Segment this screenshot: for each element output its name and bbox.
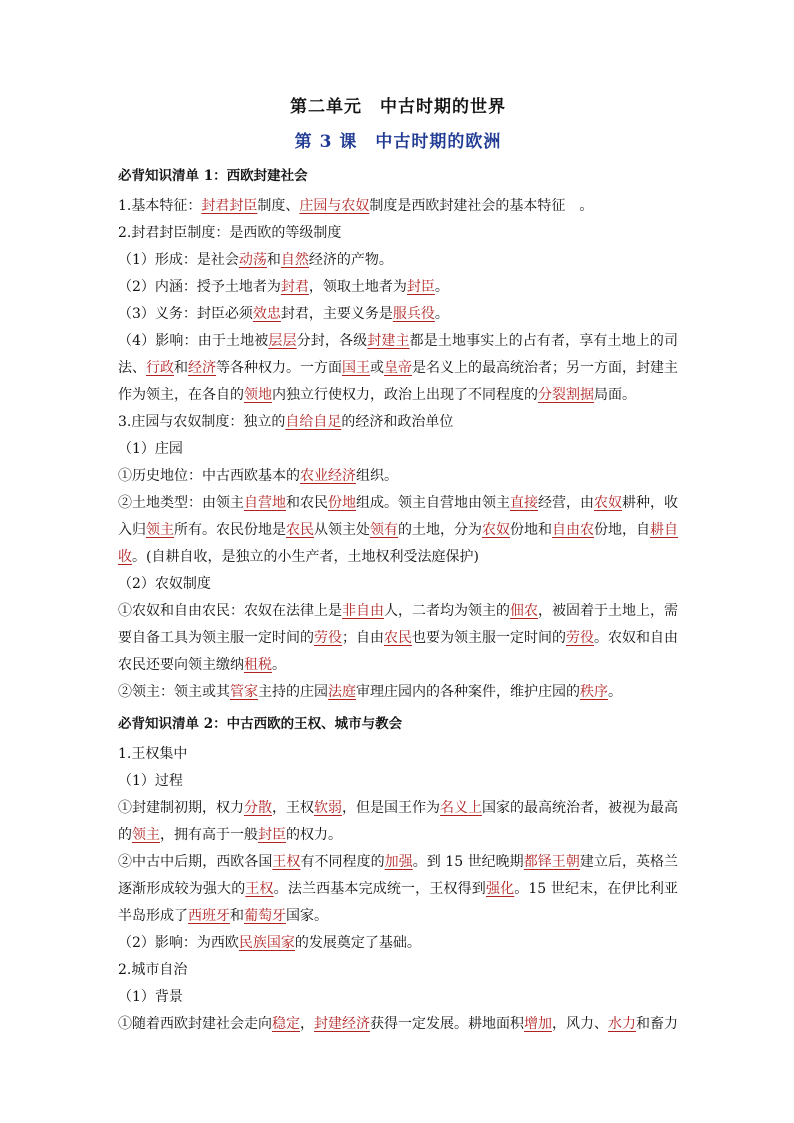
- text-segment: 国家。: [286, 908, 328, 924]
- key-term: 增加: [524, 1016, 552, 1032]
- text-segment: 1.王权集中: [118, 746, 188, 762]
- text-segment: 主持的庄园: [258, 684, 328, 700]
- key-term: 葡萄牙: [244, 908, 286, 924]
- text-segment: 。农奴和自由农民还要向领主缴纳: [118, 630, 678, 673]
- text-segment: 。法兰西基本完成统一，王权得到: [273, 881, 486, 897]
- paragraph: [118, 957, 678, 984]
- key-term: 强化: [485, 881, 515, 897]
- paragraph: [118, 463, 678, 490]
- key-term: 王权: [245, 881, 274, 897]
- key-term: 法庭: [328, 684, 356, 700]
- text-segment: ①封建制初期，权力: [118, 800, 244, 816]
- text-segment: 2.城市自治: [118, 962, 188, 978]
- key-term: 服兵役: [392, 306, 435, 322]
- key-term: 领主: [132, 827, 160, 843]
- text-segment: ，拥有高于一般: [160, 827, 258, 843]
- text-segment: 分封，各级: [296, 333, 368, 349]
- text-segment: 获得一定发展。耕地面积: [370, 1016, 524, 1032]
- text-segment: 制度、: [257, 198, 300, 214]
- text-segment: 组织。: [356, 468, 398, 484]
- key-term: 农民: [286, 522, 314, 538]
- key-term: 自由农: [552, 522, 594, 538]
- text-segment: 或: [370, 360, 384, 376]
- key-term: 封建经济: [314, 1016, 370, 1032]
- text-segment: 和: [174, 360, 188, 376]
- key-term: 农奴: [594, 495, 622, 511]
- text-segment: 经营，由: [538, 495, 594, 511]
- text-segment: 。到 15 世纪晚期: [412, 854, 524, 870]
- key-term: 西班牙: [188, 908, 230, 924]
- key-term: 领地: [244, 387, 272, 403]
- key-term: 分裂割据: [538, 387, 594, 403]
- text-segment: 所有。农民份地是: [174, 522, 286, 538]
- paragraph: [118, 436, 678, 463]
- text-segment: 内独立行使权力，政治上出现了不同程度的: [272, 387, 538, 403]
- text-segment: 。: [608, 684, 622, 700]
- text-segment: 。15 世纪末，在伊比利亚半岛形成了: [118, 881, 679, 924]
- key-term: 加强: [384, 854, 413, 870]
- text-segment: 的土地，分为: [398, 522, 482, 538]
- text-segment: （2）内涵：授予土地者为: [118, 279, 281, 295]
- text-segment: 。(自耕自收，是独立的小生产者，土地权利受法庭保护): [132, 549, 479, 565]
- key-term: 领有: [370, 522, 398, 538]
- text-segment: 也要为领主服一定时间的: [412, 630, 566, 646]
- text-segment: （3）义务：封臣必须: [118, 306, 253, 322]
- text-segment: ②领主：领主或其: [118, 684, 230, 700]
- key-term: 行政: [146, 360, 174, 376]
- key-term: 自给自足: [285, 414, 342, 430]
- text-segment: （4）影响：由于土地被: [118, 333, 269, 349]
- text-segment: （1）形成：是社会: [118, 252, 239, 268]
- text-segment: 建立后，英格兰逐渐形成较为强大的: [118, 854, 679, 897]
- key-term: 非自由: [342, 603, 384, 619]
- text-segment: ，风力、: [552, 1016, 608, 1032]
- key-term: 效忠: [252, 306, 281, 322]
- text-segment: 和: [230, 908, 244, 924]
- text-segment: ②中古中后期，西欧各国: [118, 854, 273, 870]
- text-segment: 的权力。: [286, 827, 342, 843]
- text-segment: ；自由: [342, 630, 384, 646]
- paragraph: [118, 571, 678, 598]
- text-segment: ，领取土地者为: [308, 279, 407, 295]
- text-segment: ①随着西欧封建社会走向: [118, 1016, 272, 1032]
- text-segment: 和农民: [286, 495, 328, 511]
- text-segment: 和畜力: [636, 1016, 678, 1032]
- key-term: 水力: [608, 1016, 636, 1032]
- key-term: 佃农: [510, 603, 538, 619]
- paragraph: [118, 795, 678, 849]
- section-heading: 必背知识清单 1：西欧封建社会: [118, 168, 308, 184]
- paragraph: [118, 679, 678, 706]
- paragraph: [118, 984, 678, 1011]
- text-segment: 有不同程度的: [300, 854, 385, 870]
- sections-container: [118, 164, 678, 1038]
- key-term: 份地: [328, 495, 356, 511]
- text-segment: 。: [272, 657, 286, 673]
- paragraph: [118, 409, 678, 436]
- key-term: 耕自收: [118, 522, 678, 565]
- text-segment: ，: [300, 1016, 314, 1032]
- key-term: 封臣: [258, 827, 286, 843]
- key-term: 民族国家: [238, 935, 295, 951]
- key-term: 分散: [244, 800, 272, 816]
- key-term: 层层: [268, 333, 297, 349]
- key-term: 封建主: [367, 333, 410, 349]
- document-content: [118, 92, 678, 1038]
- text-segment: 和: [266, 252, 281, 268]
- text-segment: ，但是国王作为: [342, 800, 440, 816]
- text-segment: ①历史地位：中古西欧基本的: [118, 468, 300, 484]
- key-term: 领主: [146, 522, 174, 538]
- paragraph: [118, 1011, 678, 1038]
- text-segment: 从领主处: [314, 522, 370, 538]
- paragraph: [118, 220, 678, 247]
- paragraph: [118, 490, 678, 571]
- key-term: 劳役: [314, 630, 342, 646]
- key-term: 封君封臣: [201, 198, 258, 214]
- paragraph: [118, 598, 678, 679]
- key-term: 农奴: [482, 522, 510, 538]
- key-term: 软弱: [314, 800, 342, 816]
- lesson-title: 第 3 课 中古时期的欧洲: [294, 132, 502, 152]
- key-term: 封君: [280, 279, 309, 295]
- key-term: 封臣: [406, 279, 435, 295]
- text-segment: （1）背景: [118, 989, 183, 1005]
- text-segment: 组成。领主自营地由领主: [356, 495, 510, 511]
- text-segment: 局面。: [594, 387, 636, 403]
- text-segment: ，王权: [272, 800, 314, 816]
- key-term: 自营地: [244, 495, 286, 511]
- key-term: 王权: [272, 854, 301, 870]
- paragraph: [118, 849, 678, 930]
- text-segment: 份地和: [510, 522, 552, 538]
- paragraph: [118, 193, 678, 220]
- key-term: 稳定: [272, 1016, 300, 1032]
- text-segment: 的经济和政治单位: [341, 414, 454, 430]
- paragraph: [118, 247, 678, 274]
- text-segment: 的发展奠定了基础。: [294, 935, 421, 951]
- key-term: 皇帝: [384, 360, 412, 376]
- text-segment: 国家的最高统治者，被视为最高的: [118, 800, 678, 843]
- text-segment: 。: [434, 306, 449, 322]
- unit-title: 第二单元 中古时期的世界: [290, 97, 506, 117]
- key-term: 动荡: [238, 252, 267, 268]
- text-segment: 人，二者均为领主的: [384, 603, 510, 619]
- key-term: 都铎王朝: [523, 854, 580, 870]
- key-term: 庄园与农奴: [299, 198, 370, 214]
- text-segment: ②土地类型：由领主: [118, 495, 244, 511]
- paragraph: [118, 930, 678, 957]
- text-segment: 耕种，收入归: [118, 495, 678, 538]
- text-segment: 审理庄园内的各种案件，维护庄园的: [356, 684, 580, 700]
- text-segment: 是名义上的最高统治者；另一方面，封建主作为领主，在各自的: [118, 360, 678, 403]
- text-segment: 制度是西欧封建社会的基本特征 。: [369, 198, 594, 214]
- key-term: 名义上: [440, 800, 482, 816]
- text-segment: 封君，主要义务是: [280, 306, 393, 322]
- text-segment: 都是土地事实上的占有者，享有土地上的司法、: [118, 333, 678, 376]
- paragraph: [118, 328, 678, 409]
- text-segment: ①农奴和自由农民：农奴在法律上是: [118, 603, 342, 619]
- paragraph: [118, 768, 678, 795]
- text-segment: ，被固着于土地上，需要自备工具为领主服一定时间的: [118, 603, 678, 646]
- key-term: 管家: [230, 684, 258, 700]
- text-segment: （2）农奴制度: [118, 576, 211, 592]
- key-term: 自然: [280, 252, 309, 268]
- text-segment: 份地，自: [594, 522, 650, 538]
- section-heading: 必背知识清单 2：中古西欧的王权、城市与教会: [118, 716, 403, 732]
- text-segment: （1）过程: [118, 773, 183, 789]
- key-term: 农业经济: [300, 468, 356, 484]
- paragraph: [118, 741, 678, 768]
- text-segment: 。: [434, 279, 449, 295]
- key-term: 农民: [384, 630, 412, 646]
- text-segment: 3.庄园与农奴制度：独立的: [118, 414, 286, 430]
- text-segment: 经济的产物。: [308, 252, 393, 268]
- key-term: 秩序: [580, 684, 608, 700]
- key-term: 租税: [244, 657, 272, 673]
- paragraph: [118, 274, 678, 301]
- text-segment: （2）影响：为西欧: [118, 935, 239, 951]
- text-segment: （1）庄园: [118, 441, 183, 457]
- key-term: 直接: [510, 495, 538, 511]
- text-segment: 2.封君封臣制度：是西欧的等级制度: [118, 225, 342, 241]
- key-term: 劳役: [566, 630, 594, 646]
- key-term: 经济: [188, 360, 216, 376]
- text-segment: 等各种权力。一方面: [216, 360, 342, 376]
- paragraph: [118, 301, 678, 328]
- text-segment: 1.基本特征：: [118, 198, 202, 214]
- key-term: 国王: [342, 360, 370, 376]
